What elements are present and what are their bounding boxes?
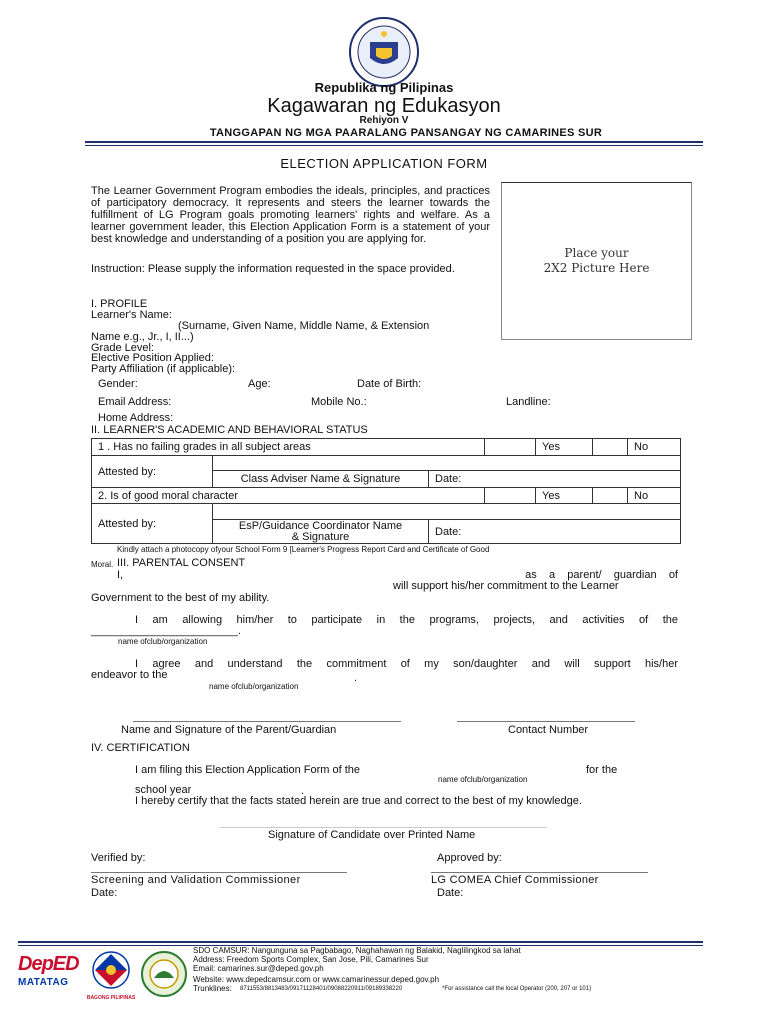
- org-hint-3: name ofclub/organization: [438, 775, 528, 784]
- status-heading: II. LEARNER'S ACADEMIC AND BEHAVIORAL STATUS: [91, 424, 368, 436]
- party-label: Party Affiliation (if applicable):: [91, 363, 236, 375]
- school-year-text: school year: [135, 784, 192, 796]
- department-text: Kagawaran ng Edukasyon: [267, 95, 501, 117]
- photo-line2: 2X2 Picture Here: [543, 261, 650, 275]
- gender-label: Gender:: [98, 378, 138, 390]
- org-hint-1: name ofclub/organization: [118, 637, 208, 646]
- yes-checkbox-1[interactable]: [485, 439, 536, 456]
- profile-heading: I. PROFILE: [91, 298, 148, 310]
- attested-label-1: Attested by:: [92, 456, 213, 488]
- footer-rule: [18, 941, 703, 943]
- consent-heading: III. PARENTAL CONSENT: [117, 557, 246, 569]
- consent-parent-guardian: as a parent/ guardian of: [525, 569, 678, 581]
- parent-signature-line[interactable]: [133, 721, 401, 722]
- footer-email: Email: camarines.sur@deped.gov.ph: [193, 964, 324, 973]
- bagong-pilipinas-logo: [86, 950, 136, 1001]
- allow-blank[interactable]: ________________________.: [91, 625, 241, 637]
- mobile-label: Mobile No.:: [311, 396, 367, 408]
- matatag-logo-text: MATATAG: [18, 977, 69, 988]
- elective-position-label: Elective Position Applied:: [91, 352, 214, 364]
- attachment-note: Kindly attach a photocopy ofyour School Form 9 [Learner's Progress Report Card and Certificate of Good: [117, 545, 490, 554]
- endeavor-text: endeavor to the: [91, 669, 168, 681]
- footer-trunklines: 8711553/8813483/09171128401/09088220911/09189338220: [240, 986, 403, 992]
- candidate-signature-label: Signature of Candidate over Printed Name: [268, 829, 476, 841]
- school-year-period: .: [301, 785, 305, 797]
- learner-name-label: Learner's Name:: [91, 309, 172, 321]
- org-hint-2: name ofclub/organization: [209, 682, 299, 691]
- approved-label: Approved by:: [437, 852, 502, 864]
- no-checkbox-1[interactable]: [593, 439, 628, 456]
- deped-logo-text: DepED: [18, 953, 79, 975]
- bagong-pilipinas-text: BAGONG PILIPINAS: [86, 995, 136, 1001]
- name-hint-2: Name e.g., Jr., I, II...): [91, 331, 194, 343]
- intro-paragraph: The Learner Government Program embodies the ideals, principles, and practices of participatory democracy. It represents and steers the learner towards the fulfillment of LG Program goals promoting learners' rights and welfare. As a learner government leader, this Election Application Form is a statement of your best knowledge and understanding of a position you are applying for.: [91, 185, 490, 245]
- attested-label-2: Attested by:: [92, 504, 213, 544]
- footer-website[interactable]: Website: www.depedcamsur.com or www.camarinessur.deped.gov.ph: [193, 975, 440, 984]
- footer-address: Address: Freedom Sports Complex, San Jose, Pili, Camarines Sur: [193, 955, 429, 964]
- instruction-text: Instruction: Please supply the information requested in the space provided.: [91, 263, 455, 275]
- certification-heading: IV. CERTIFICATION: [91, 742, 190, 754]
- adviser-signature-field[interactable]: [213, 456, 681, 471]
- filing-text: I am filing this Election Application Form of the: [135, 764, 360, 776]
- item1-label: 1 . Has no failing grades in all subject areas: [92, 439, 485, 456]
- contact-number-line[interactable]: [457, 721, 635, 722]
- agree-text: I agree and understand the commitment of my son/daughter and will support his/her: [135, 658, 678, 670]
- consent-government: Government to the best of my ability.: [91, 592, 270, 604]
- guidance-date-label[interactable]: Date:: [429, 520, 681, 544]
- deped-logo: [18, 953, 78, 993]
- name-hint: (Surname, Given Name, Middle Name, & Extension: [178, 320, 430, 332]
- verified-date-label: Date:: [91, 887, 118, 899]
- for-the-text: for the: [586, 764, 618, 776]
- verified-label: Verified by:: [91, 852, 146, 864]
- footer-trunklines-label: Trunklines:: [193, 984, 232, 993]
- adviser-date-label[interactable]: Date:: [429, 471, 681, 488]
- dob-label: Date of Birth:: [357, 378, 422, 390]
- comea-label: LG COMEA Chief Commissioner: [431, 874, 599, 886]
- adviser-label: Class Adviser Name & Signature: [213, 471, 429, 488]
- footer-assist: *For assistance call the local Operator (200, 207 or 101): [442, 986, 592, 992]
- no-checkbox-2[interactable]: [593, 488, 628, 504]
- home-address-label: Home Address:: [98, 412, 174, 424]
- photo-line1: Place your: [564, 246, 629, 260]
- contact-number-label: Contact Number: [508, 724, 589, 736]
- yes-checkbox-2[interactable]: [485, 488, 536, 504]
- screening-label: Screening and Validation Commissioner: [91, 874, 301, 886]
- landline-label: Landline:: [506, 396, 551, 408]
- no-label-1: No: [628, 439, 681, 456]
- guidance-signature-field[interactable]: [213, 504, 681, 520]
- age-label: Age:: [248, 378, 271, 390]
- verified-signature-line[interactable]: [91, 872, 347, 873]
- certify-text: I hereby certify that the facts stated herein are true and correct to the best of my knowledge.: [135, 795, 582, 807]
- header-rule-thin: [85, 145, 703, 146]
- allow-text: I am allowing him/her to participate in the programs, projects, and activities of the: [135, 614, 678, 626]
- guidance-label: [213, 520, 429, 544]
- endeavor-period: .: [354, 672, 358, 684]
- email-label: Email Address:: [98, 396, 172, 408]
- consent-i: I,: [117, 569, 124, 581]
- header-rule: [85, 141, 703, 143]
- guidance-label-1: EsP/Guidance Coordinator Name: [238, 519, 403, 532]
- status-table: [91, 438, 681, 544]
- footer-motto: SDO CAMSUR: Nangunguna sa Pagbabago, Naghahawan ng Balakid, Naglilingkod sa lahat: [193, 946, 521, 955]
- sdo-seal: [140, 950, 188, 998]
- approved-date-label: Date:: [437, 887, 464, 899]
- guidance-label-2: & Signature: [291, 530, 350, 543]
- candidate-signature-line[interactable]: [220, 827, 547, 828]
- item2-label: 2. Is of good moral character: [92, 488, 485, 504]
- yes-label-1: Yes: [536, 439, 593, 456]
- republic-text: Republika ng Pilipinas: [314, 80, 454, 95]
- attachment-note-end: Moral.: [91, 560, 114, 569]
- approved-signature-line[interactable]: [431, 872, 648, 873]
- consent-support: will support his/her commitment to the Learner: [393, 580, 619, 592]
- division-text: TANGGAPAN NG MGA PAARALANG PANSANGAY NG CAMARINES SUR: [209, 127, 603, 139]
- deped-seal: [348, 16, 420, 88]
- grade-level-label: Grade Level:: [91, 342, 154, 354]
- form-title: ELECTION APPLICATION FORM: [280, 156, 488, 171]
- parent-signature-label: Name and Signature of the Parent/Guardian: [121, 724, 337, 736]
- yes-label-2: Yes: [536, 488, 593, 504]
- region-text: Rehiyon V: [359, 115, 409, 126]
- no-label-2: No: [628, 488, 681, 504]
